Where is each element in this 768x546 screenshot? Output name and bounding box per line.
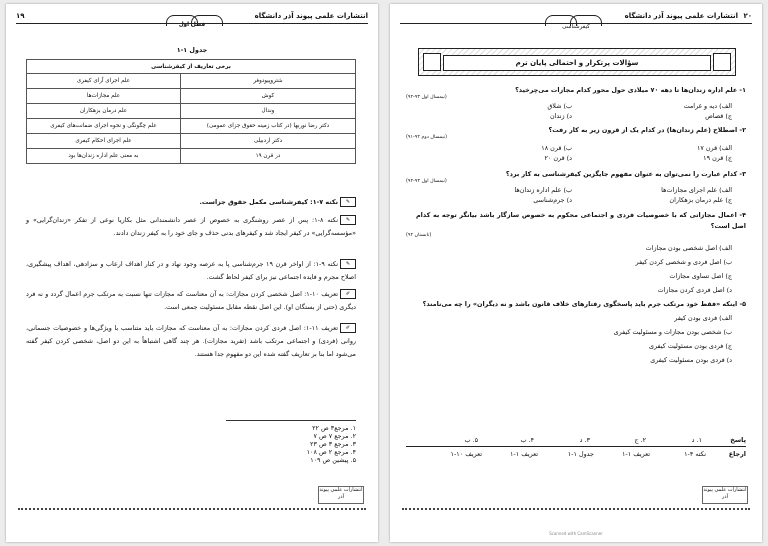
option: ج) فردی بودن مسئولیت کیفری (648, 342, 732, 350)
option: د) قرن ۲۰ (544, 154, 572, 162)
table-header: برخی تعاریف از کیفرشناسی (27, 60, 356, 74)
table-row: شتروپیودوفر علم اجرای آرای کیفری (27, 74, 356, 89)
chapter-label: فصل اول (178, 22, 206, 28)
left-page (6, 4, 378, 542)
reference: تعریف ۱۰-۱ (450, 450, 482, 458)
answer: ۳. د (579, 436, 590, 444)
footnotes (307, 424, 356, 464)
option: ج) قصاص (705, 112, 732, 120)
footnote: ۳. مرجع ۳ ص ۲۳ (310, 440, 356, 448)
question-source: (نیمسال اول ۹۳-۹۲) (406, 95, 447, 100)
note-7: ✎نکته ۷-۱: کیفرشناسی مکمل حقوق جزاست. (26, 196, 356, 209)
answer: ۴. ب (520, 436, 534, 444)
option: ج) قرن ۱۹ (703, 154, 732, 162)
option: الف) قرن ۱۷ (696, 144, 732, 152)
questions-banner (418, 48, 736, 76)
note-icon: ✎ (340, 215, 356, 225)
option: د) زندان (549, 112, 572, 120)
option: د) اصل فردی کردن مجازات (657, 286, 732, 294)
question-2: ۲- اصطلاح (علم زندان‌ها) در کدام یک از قرون زیر به کار رفت؟ (548, 126, 746, 134)
scan-watermark: Scanned with CamScanner (549, 531, 603, 536)
reference: تعریف ۱-۱ (621, 450, 650, 458)
question-3: ۳- کدام عبارت را نمی‌توان به عنوان مفهوم جایگزین کیفرشناسی به کار برد؟ (505, 170, 746, 178)
option: ب) علم اداره زندان‌ها (514, 186, 572, 194)
pencil-icon: ✐ (340, 289, 356, 299)
option: الف) علم اجرای مجازات‌ها (661, 186, 732, 194)
table-caption: جدول ۱-۱ (176, 46, 208, 54)
footnote: ۲. مرجع ۷ ص ۷ (313, 432, 356, 440)
option: الف) فردی بودن کیفر (674, 314, 732, 322)
footnote: ۵. پیشین ص ۱۰۹ (310, 456, 356, 464)
footer-divider (18, 508, 366, 510)
question-4: ۴- اعمال مجازاتی که با خصوصیات فردی و اجتماعی محکوم به خصوص سازگار باشد بیانگر توجه به کدام اصل است؟ (416, 211, 746, 230)
question-source: (نیمسال اول ۹۳-۹۲) (406, 179, 447, 184)
publisher-logo: انتشارات علمی پیوند آذر (318, 486, 364, 504)
option: ب) شلاق (547, 102, 572, 110)
option: ج) علم درمان بزهکاران (669, 196, 732, 204)
page-number: ۲۰ (743, 12, 752, 20)
header-title: انتشارات علمی پیوند آذر دانشگاه (254, 12, 368, 20)
definition-11: ✐تعریف ۱۱-۱: اصل فردی کردن مجازات: به آن معناست که مجازات باید متناسب با ویژگی‌ها و خصوصیات جسمانی، روانی (فردی) و اجتماعی مرتکب باشد (تفرید مجازات). هر چند گاهی اشتباهاً به این دو اصل، شخصی کردن کیفر گفته می‌شود اما بنا بر تعاریف گفته شده این دو مفهوم جدا هستند. (26, 324, 356, 358)
pencil-icon: ✐ (340, 323, 356, 333)
question-source: (نیمسال دوم ۹۲-۹۱) (406, 135, 448, 140)
note-icon: ✎ (340, 197, 356, 207)
publisher-logo: انتشارات علمی پیوند آذر (702, 486, 748, 504)
option: ب) شخصی بودن مجازات و مسئولیت کیفری (613, 328, 732, 336)
note-9: ✎نکته ۹-۱: از اواخر قرن ۱۹ جرم‌شناسی پا به عرصه وجود نهاد و در کنار اهداف ارعاب و سزادهی، اهداف پیشگیری، اصلاح مجرم و فایده اجتماعی نیز برای کیفر لحاظ گشت. (26, 260, 356, 281)
footnote: ۱. مرجع۳ ص ۲۲ (312, 424, 356, 432)
option: ب) اصل فردی و شخصی کردن کیفر (635, 258, 732, 266)
note-8: ✎نکته ۸-۱: پس از عصر روشنگری به خصوص از عصر دانشمندانی مثل بکاریا نوعی از تفکر «زندان‌گرایی» و «مؤسسه‌گرایی» در کیفر ایجاد شد و کیفرهای بدنی حذف و جای خود را به کیفر زندان دادند. (26, 216, 356, 237)
option: د) جرم‌شناسی (533, 196, 572, 204)
definition-10: ✐تعریف ۱۰-۱: اصل شخصی کردن مجازات: به آن معناست که مجازات تنها نسبت به مرتکب جرم اعمال گردد و نه فرد دیگری (حتی از بستگان او). این اصل نقطه مقابل مسئولیت جمعی است. (26, 290, 356, 311)
right-page (390, 4, 762, 542)
question-1: ۱- علم اداره زندان‌ها تا دهه ۷۰ میلادی حول محور کدام مجازات می‌چرخید؟ (515, 86, 746, 94)
answer-label: پاسخ (730, 436, 746, 444)
option: الف) دیه و غرامت (683, 102, 732, 110)
definitions-table (26, 59, 356, 164)
note-icon: ✎ (340, 259, 356, 269)
reference: جدول ۱-۱ (567, 450, 594, 458)
banner-title: سؤالات پرتکرار و احتمالی پایان ترم (443, 55, 711, 71)
reference: نکته ۴-۱ (684, 450, 706, 458)
page-number: ۱۹ (16, 12, 25, 20)
question-source: (تابستان ۹۲) (406, 233, 432, 238)
question-5: ۵- اینکه «فقط خود مرتکب جرم باید پاسخگوی رفتارهای خلاف قانون باشد و نه دیگران» را چه می‌نامند؟ (422, 300, 746, 308)
option: د) فردی بودن مسئولیت کیفری (650, 356, 732, 364)
option: الف) اصل شخصی بودن مجازات (645, 244, 732, 252)
section-label: کیفرشناسی (562, 24, 590, 30)
table-row: دکتر رضا نوربها (در کتاب زمینه حقوق جزای عمومی) علم چگونگی و نحوه اجرای ضمانت‌های کیفری (27, 119, 356, 134)
table-row: در قرن ۱۹ به معنی علم اداره زندان‌ها بود (27, 149, 356, 164)
option: ب) قرن ۱۸ (541, 144, 572, 152)
footnote-divider (226, 420, 356, 421)
answer-key (406, 434, 746, 462)
header-title: انتشارات علمی پیوند آذر دانشگاه (624, 12, 738, 20)
table-row: دکتر اردبیلی علم اجرای احکام کیفری (27, 134, 356, 149)
book-icon (713, 53, 731, 71)
table-row: کوش علم مجازات‌ها (27, 89, 356, 104)
answer: ۵. ب (464, 436, 478, 444)
answer: ۲. ج (634, 436, 646, 444)
book-icon (423, 53, 441, 71)
reference: تعریف ۱-۱ (509, 450, 538, 458)
answer: ۱. د (691, 436, 702, 444)
option: ج) اصل تساوی مجازات (669, 272, 732, 280)
footnote: ۴. مرجع ۲ ص ۱۰۸ (306, 448, 356, 456)
table-row: وندال علم درمان بزهکاران (27, 104, 356, 119)
reference-label: ارجاع (728, 450, 746, 458)
footer-divider (402, 508, 750, 510)
